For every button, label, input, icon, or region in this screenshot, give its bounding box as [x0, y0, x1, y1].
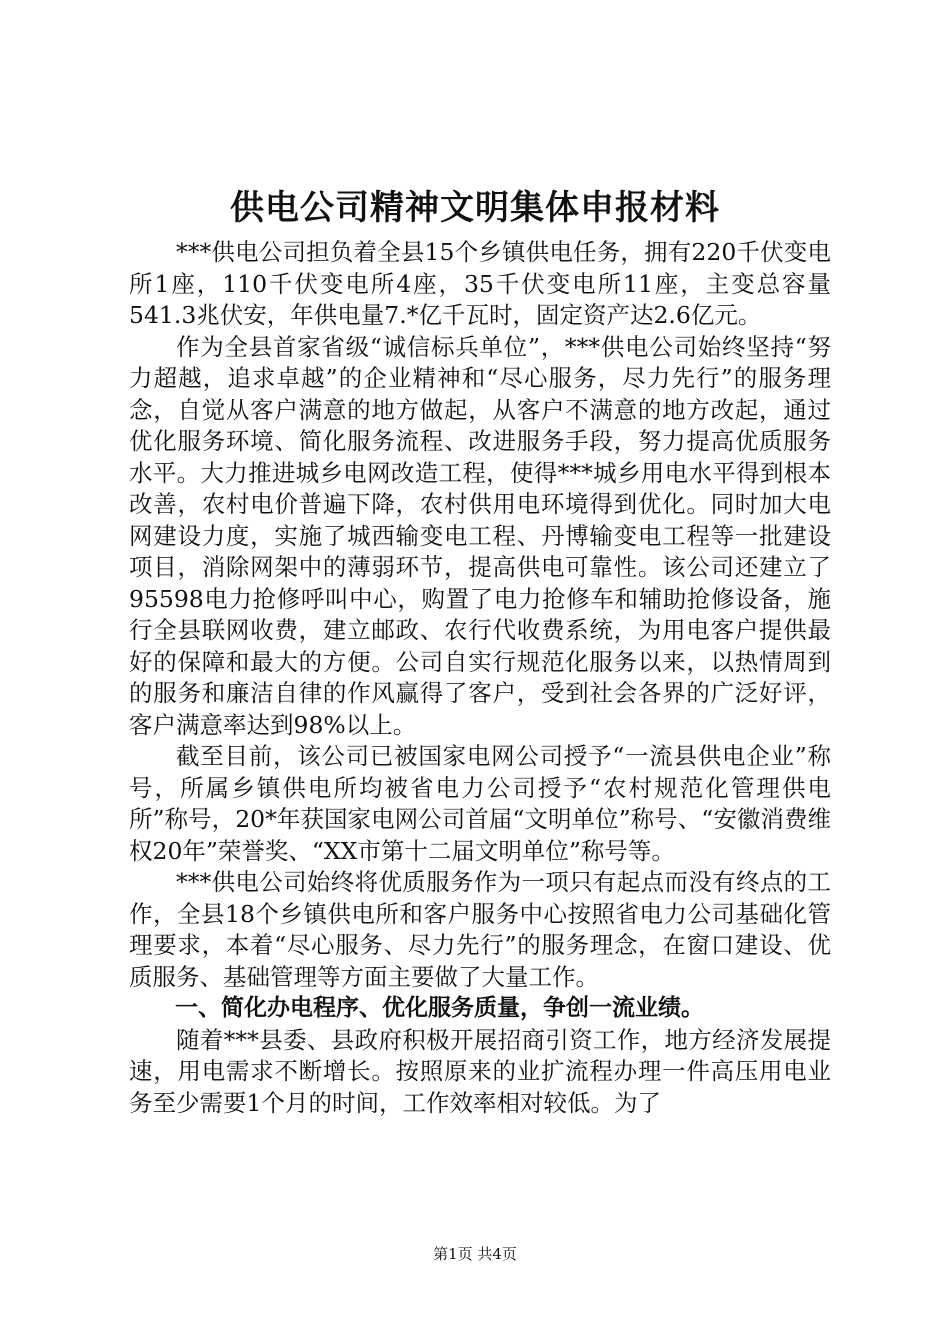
paragraph-section-1: 随着***县委、县政府积极开展招商引资工作，地方经济发展提速，用电需求不断增长。按照原来的业扩流程办理一件高压用电业务至少需要1个月的时间，工作效率相对较低。为了 — [129, 1025, 831, 1117]
paragraph-quality-service: ***供电公司始终将优质服务作为一项只有起点而没有终点的工作，全县18个乡镇供电所和客户服务中心按照省电力公司基础化管理要求，本着“尽心服务、尽力先行”的服务理念，在窗口建设、优质服务、基础管理等方面主要做了大量工作。 — [129, 868, 831, 991]
paragraph-honors: 截至目前，该公司已被国家电网公司授予“一流县供电企业”称号，所属乡镇供电所均被省电力公司授予“农村规范化管理供电所”称号，20*年获国家电网公司首届“文明单位”称号、“安徽消费维权20年”荣誉奖、“XX市第十二届文明单位”称号等。 — [129, 742, 831, 865]
section-heading-1: 一、简化办电程序、优化服务质量，争创一流业绩。 — [175, 995, 704, 1021]
page-number-footer: 第1页 共4页 — [433, 1245, 517, 1263]
document-title: 供电公司精神文明集体申报材料 — [230, 188, 720, 228]
paragraph-service-philosophy: 作为全县首家省级“诚信标兵单位”，***供电公司始终坚持“努力超越，追求卓越”的企业精神和“尽心服务，尽力先行”的服务理念，自觉从客户满意的地方做起，从客户不满意的地方改起，通过优化服务环境、简化服务流程、改进服务手段，努力提高优质服务水平。大力推进城乡电网改造工程，使得***城乡用电水平得到根本改善，农村电价普遍下降，农村供用电环境得到优化。同时加大电网建设力度，实施了城西输变电工程、丹博输变电工程等一批建设项目，消除网架中的薄弱环节，提高供电可靠性。该公司还建立了95598电力抢修呼叫中心，购置了电力抢修车和辅助抢修设备，施行全县联网收费，建立邮政、农行代收费系统，为用电客户提供最好的保障和最大的方便。公司自实行规范化服务以来，以热情周到的服务和廉洁自律的作风赢得了客户，受到社会各界的广泛好评，客户满意率达到98%以上。 — [129, 332, 831, 739]
document-body — [129, 237, 831, 1119]
paragraph-company-overview: ***供电公司担负着全县15个乡镇供电任务，拥有220千伏变电所1座，110千伏变电所4座，35千伏变电所11座，主变总容量541.3兆伏安，年供电量7.*亿千瓦时，固定资产达2.6亿元。 — [129, 238, 831, 329]
